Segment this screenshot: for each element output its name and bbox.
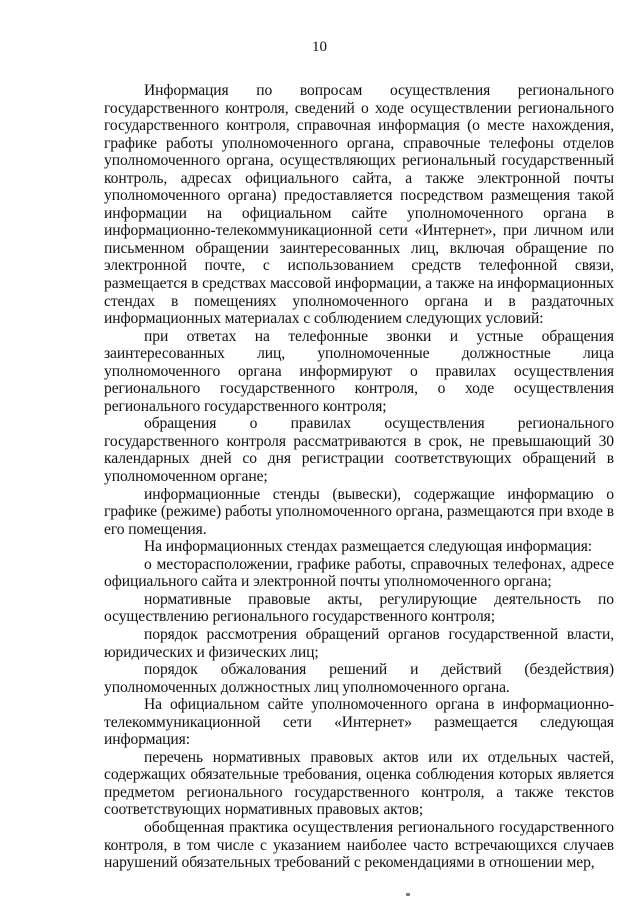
- scan-speck: [406, 893, 410, 896]
- paragraph-appeals-deadline: обращения о правилах осуществления регионального государственного контроля рассматриваются в срок, не превышающий 30 календарных дней со дня регистрации соответствующих обращений в уполномоченном органе;: [104, 415, 614, 486]
- paragraph-location-contacts: о месторасположении, графике работы, справочных телефонах, адресе официального сайта и электронной почты уполномоченного органа;: [104, 555, 614, 591]
- paragraph-stands-heading: На информационных стендах размещается следующая информация:: [144, 538, 593, 556]
- paragraph-complaint-procedure: порядок обжалования решений и действий (бездействия) уполномоченных должностных лиц уполномоченного органа.: [104, 661, 614, 696]
- document-body: [104, 82, 614, 872]
- paragraph-regulations-list: перечень нормативных правовых актов или их отдельных частей, содержащих обязательные требования, оценка соблюдения которых является предметом регионального государственного контроля, а также текстов соответствующих нормативных правовых актов;: [104, 748, 614, 819]
- paragraph-generalized-practice: обобщенная практика осуществления регионального государственного контроля, в том числе с указанием наиболее часто встречающихся случаев нарушений обязательных требований с рекомендациями в отношении мер,: [104, 818, 614, 872]
- paragraph-info-intro: Информация по вопросам осуществления регионального государственного контроля, сведений о ходе осуществлении регионального государственного контроля, справочная информация (о месте нахождения, графике работы уполномоченного органа, справочные телефоны отделов уполномоченного органа, осуществляющих региональный государственный контроль, адресах официального сайта, а также электронной почты уполномоченного органа) предоставляется посредством размещения такой информации на официальном сайте уполномоченного органа в информационно-телекоммуникационной сети «Интернет», при личном или письменном обращении заинтересованных лиц, включая обращение по электронной почте, с использованием средств телефонной связи, размещается в средствах массовой информации, а также на информационных стендах в помещениях уполномоченного органа и в раздаточных информационных материалах с соблюдением следующих условий:: [104, 82, 614, 328]
- page-number: 10: [312, 39, 327, 55]
- paragraph-regulations: нормативные правовые акты, регулирующие деятельность по осуществлению регионального государственного контроля;: [104, 590, 614, 626]
- paragraph-appeals-procedure: порядок рассмотрения обращений органов государственной власти, юридических и физических лиц;: [104, 625, 614, 661]
- paragraph-phone-answers: при ответах на телефонные звонки и устные обращения заинтересованных лиц, уполномоченные должностные лица уполномоченного органа информируют о правилах осуществления регионального государственного контроля, о ходе осуществления регионального государственного контроля;: [104, 327, 614, 415]
- paragraph-info-stands-schedule: информационные стенды (вывески), содержащие информацию о графике (режиме) работы уполномоченного органа, размещаются при входе в его помещения.: [104, 485, 614, 538]
- paragraph-website-heading: На официальном сайте уполномоченного органа в информационно-телекоммуникационной сети «Интернет» размещается следующая информация:: [104, 696, 614, 749]
